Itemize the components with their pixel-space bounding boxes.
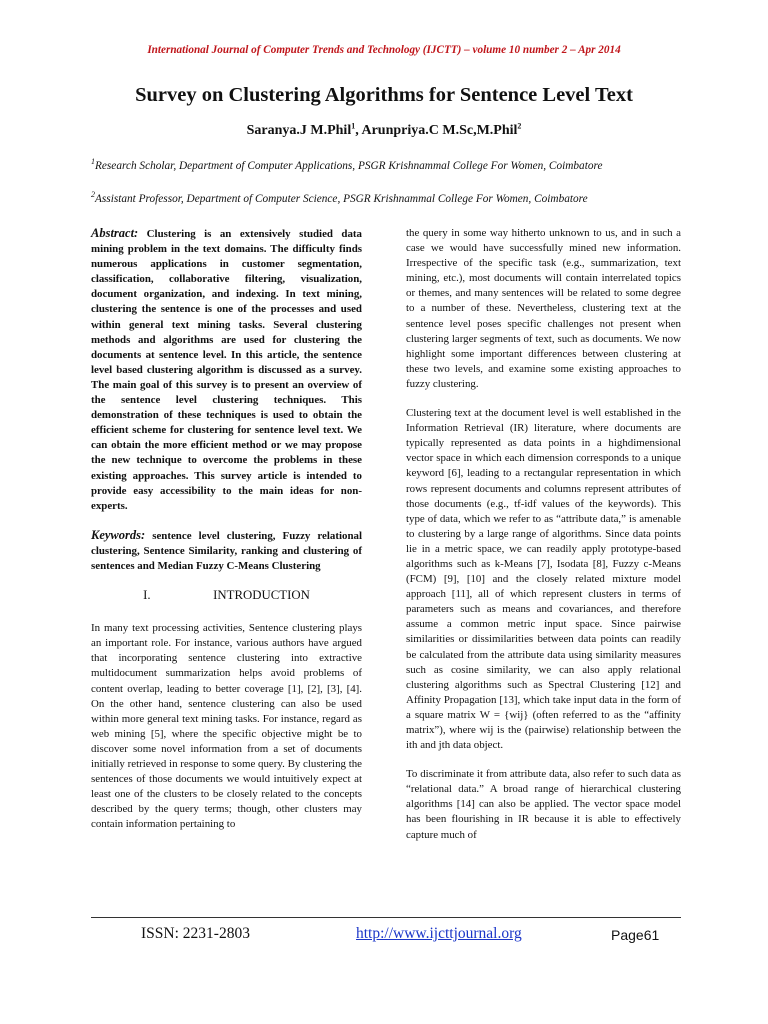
- right-paragraph-1: the query in some way hitherto unknown to us, and in such a case we would have successfully mined new information. Irrespective of the specific task (e.g., summarization, text mining, etc.), most documents will contain interrelated topics or themes, and many sentences will be related to some degree to a number of these. Nevertheless, clustering text at the sentence level poses specific challenges not present when clustering larger segments of text, such as documents. We now highlight some important differences between clustering at these two levels, and examine some existing approaches to fuzzy clustering.: [406, 227, 681, 390]
- section-number: I.: [143, 588, 151, 603]
- right-paragraph-2: Clustering text at the document level is well established in the Information Retrieval (IR) literature, where documents are typically represented as data points in a highdimensional vector space in which each dimension corresponds to a unique keyword [6], leading to a rectangular representation in which rows represent documents and columns represent attributes of those documents (e.g., tf-idf values of the keywords). This type of data, which we refer to as “attribute data,” is amenable to clustering by a large range of algorithms. Since data points lie in a metric space, we can readily apply prototype-based algorithms such as k-Means [7], Isodata [8], Fuzzy c-Means (FCM) [9], [10] and the closely related mixture model approach [11], all of which represent clusters in terms of parameters such as means and covariances, and therefore assume a common metric input space. Since pairwise similarities or dissimilarities between data points can readily be calculated from the attribute data using similarity measures such as cosine similarity, we can also apply relational clustering algorithms such as Spectral Clustering [12] and Affinity Propagation [13], which take input data in the form of a square matrix W = {wij} (often referred to as the “affinity matrix”), where wij is the (pairwise) relationship between the ith and jth data object.: [406, 407, 681, 752]
- author-1-affil-mark: 1: [351, 121, 356, 131]
- keywords: [91, 528, 362, 574]
- affiliation-1-text: Research Scholar, Department of Computer Applications, PSGR Krishnammal College For Women, Coimbatore: [95, 160, 603, 172]
- footer-issn: ISSN: 2231-2803: [141, 925, 250, 942]
- abstract-text: Clustering is an extensively studied data mining problem in the text domains. The difficulty finds numerous applications in customer segmentation, classification, collaborative filtering, visualization, document organization, and indexing. In text mining, clustering the sentence is one of the processes and used within general text mining tasks. Several clustering methods and algorithms are used for clustering the documents at sentence level. In this article, the sentence level based clustering algorithm is discussed as a survey. The main goal of this survey is to present an overview of the sentence level clustering techniques. This demonstration of these techniques is used to obtain the efficient scheme for clustering for sentence level text. We can obtain the more efficient method or we may propose the new technique to overcome the problems in these existing approaches. This survey article is intended to provide easy accessibility to the main ideas for non-experts.: [91, 228, 362, 512]
- affiliation-2: [91, 190, 691, 205]
- affiliation-2-mark: 2: [91, 190, 95, 200]
- keywords-label: Keywords:: [91, 527, 146, 542]
- author-1: Saranya.J M.Phil: [246, 123, 352, 138]
- right-column: [406, 226, 681, 857]
- intro-paragraph: In many text processing activities, Sentence clustering plays an important role. For instance, various authors have argued that incorporating sentence clustering into extractive multidocument summarization helps avoid problems of content overlap, leading to better coverage [1], [2], [3], [4]. On the other hand, sentence clustering can also be used within more general text mining tasks. For instance, regard as web mining [5], where the specific objective might be to discover some novel information from a set of documents initially retrieved in response to some query. By clustering the sentences of those documents we would intuitively expect at least one of the clusters to be closely related to the concepts described by the query terms; though, other clusters may contain information pertaining to: [91, 622, 362, 831]
- author-separator: ,: [355, 123, 362, 138]
- footer-page-number: Page61: [611, 927, 660, 943]
- section-heading-introduction: [91, 588, 362, 603]
- abstract: [91, 226, 362, 514]
- affiliation-2-text: Assistant Professor, Department of Computer Science, PSGR Krishnammal College For Women, Coimbatore: [95, 193, 588, 205]
- section-title: INTRODUCTION: [213, 588, 310, 603]
- footer-journal-link[interactable]: http://www.ijcttjournal.org: [356, 925, 522, 942]
- footer-divider: [91, 917, 681, 918]
- abstract-label: Abstract:: [91, 226, 139, 240]
- left-column: [91, 226, 362, 846]
- affiliation-1-mark: 1: [91, 157, 95, 167]
- author-2-affil-mark: 2: [517, 121, 522, 131]
- journal-header: International Journal of Computer Trends and Technology (IJCTT) – volume 10 number 2 – Apr 2014: [147, 44, 621, 56]
- author-line: [0, 123, 768, 139]
- author-2: Arunpriya.C M.Sc,M.Phil: [361, 123, 518, 138]
- right-paragraph-3: To discriminate it from attribute data, also refer to such data as “relational data.” A broad range of hierarchical clustering algorithms [14] can also be applied. The vector space model has been flourishing in IR because it is able to effectively capture much of: [406, 768, 681, 841]
- keywords-text: sentence level clustering, Fuzzy relational clustering, Sentence Similarity, ranking and clustering of sentences and Median Fuzzy C-Means Clustering: [91, 529, 362, 572]
- affiliation-1: [91, 157, 691, 172]
- paper-title: Survey on Clustering Algorithms for Sentence Level Text: [135, 84, 633, 106]
